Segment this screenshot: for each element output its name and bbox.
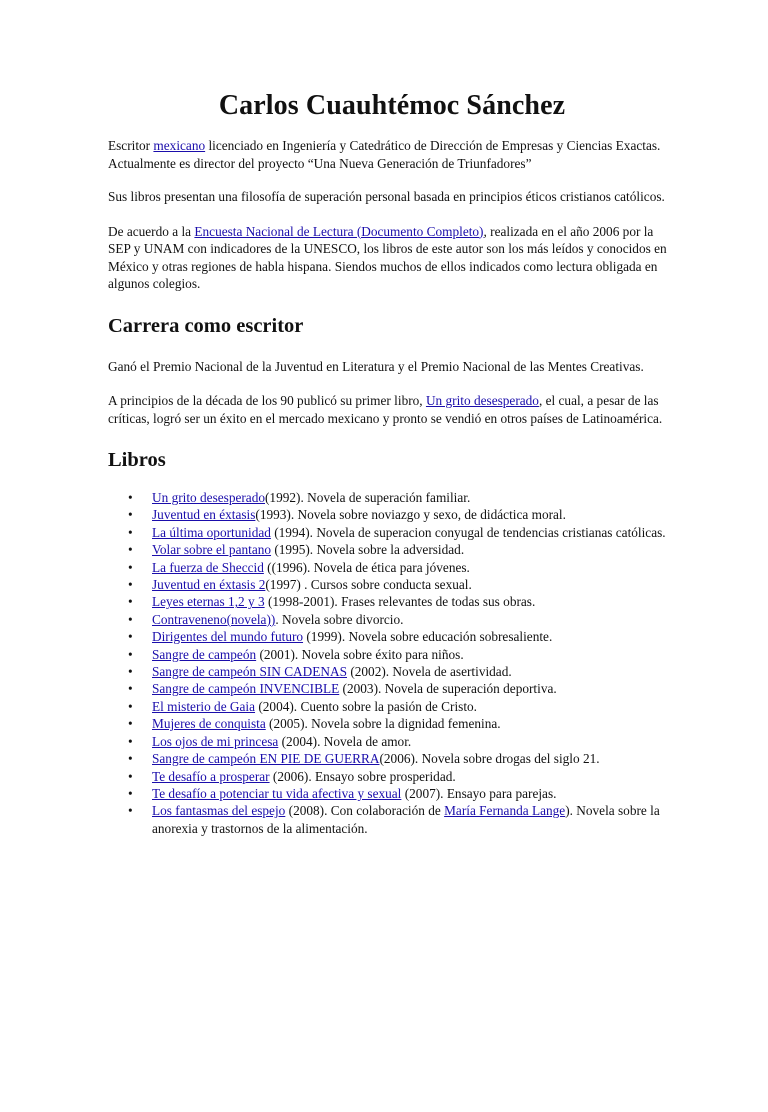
book-description-end: ). Novela sobre la anorexia y trastornos de la alimentación. — [152, 803, 660, 836]
book-description: (2001). Novela sobre éxito para niños. — [256, 646, 464, 662]
book-description: (1995). Novela sobre la adversidad. — [271, 542, 465, 558]
bullet-icon: • — [128, 559, 133, 575]
book-link[interactable]: Volar sobre el pantano — [152, 542, 272, 558]
bullet-icon: • — [128, 716, 133, 732]
list-item — [128, 559, 676, 576]
survey-paragraph — [108, 223, 676, 293]
list-item — [128, 733, 676, 750]
book-description: (1992). Novela de superación familiar. — [265, 490, 471, 505]
list-item — [128, 802, 676, 837]
book-description: ((1996). Novela de ética para jóvenes. — [263, 559, 470, 575]
book-link[interactable]: Dirigentes del mundo futuro — [152, 629, 304, 645]
mexicano-link[interactable]: mexicano — [153, 138, 206, 153]
book-link[interactable]: Juventud en éxtasis — [152, 507, 256, 523]
book-link[interactable]: Juventud en éxtasis 2 — [152, 577, 266, 593]
list-item — [128, 750, 676, 767]
book-link[interactable]: Te desafío a potenciar tu vida afectiva y sexual — [152, 785, 402, 801]
list-item — [128, 576, 676, 593]
list-item — [128, 680, 676, 697]
bullet-icon: • — [128, 542, 133, 558]
first-book-prefix: A principios de la década de los 90 publicó su primer libro, — [108, 393, 426, 408]
bullet-icon: • — [128, 664, 133, 680]
awards-paragraph: Ganó el Premio Nacional de la Juventud en Literatura y el Premio Nacional de las Mentes Creativas. — [108, 358, 644, 374]
book-description: (2004). Cuento sobre la pasión de Cristo. — [255, 698, 477, 714]
list-item — [128, 489, 676, 506]
book-link[interactable]: Los fantasmas del espejo — [152, 803, 286, 819]
bullet-icon: • — [128, 507, 133, 523]
book-link[interactable]: Sangre de campeón INVENCIBLE — [152, 681, 340, 697]
first-book-link[interactable]: Un grito desesperado — [425, 393, 539, 408]
survey-prefix: De acuerdo a la — [108, 223, 195, 239]
list-item — [128, 663, 676, 680]
book-description: (2007). Ensayo para parejas. — [401, 785, 557, 801]
bullet-icon: • — [128, 524, 133, 540]
book-description: (2005). Novela sobre la dignidad femenina. — [265, 716, 501, 732]
books-heading: Libros — [108, 449, 166, 471]
book-description: . Novela sobre divorcio. — [275, 611, 404, 627]
bullet-icon: • — [128, 698, 133, 714]
collaborator-link[interactable]: María Fernanda Lange — [444, 803, 566, 819]
list-item — [128, 524, 676, 541]
intro-prefix: Escritor — [108, 138, 154, 153]
book-description: (2004). Novela de amor. — [278, 733, 412, 749]
book-link[interactable]: Te desafío a prosperar — [152, 768, 270, 784]
intro-suffix: licenciado en Ingeniería y Catedrático de Dirección de Empresas y Ciencias Exactas. Actualmente es director del proyecto “Una Nueva Generación de Triunfadores” — [108, 138, 661, 171]
book-link[interactable]: Mujeres de conquista — [152, 716, 266, 732]
list-item — [128, 646, 676, 663]
survey-link[interactable]: Encuesta Nacional de Lectura (Documento Completo) — [194, 223, 484, 239]
book-description: (1999). Novela sobre educación sobresaliente. — [303, 629, 553, 645]
list-item — [128, 698, 676, 715]
bullet-icon: • — [128, 681, 133, 697]
book-link[interactable]: Contraveneno(novela)) — [152, 611, 276, 627]
bullet-icon: • — [128, 733, 133, 749]
book-link[interactable]: Sangre de campeón EN PIE DE GUERRA — [152, 751, 380, 767]
bullet-icon: • — [128, 803, 133, 819]
book-link[interactable]: Sangre de campeón SIN CADENAS — [152, 664, 347, 680]
book-link[interactable]: Un grito desesperado — [152, 490, 265, 505]
list-item — [128, 506, 676, 523]
bullet-icon: • — [128, 629, 133, 645]
book-description: (2002). Novela de asertividad. — [347, 664, 512, 680]
book-description: (1993). Novela sobre noviazgo y sexo, de didáctica moral. — [255, 507, 566, 523]
book-description: (1998-2001). Frases relevantes de todas sus obras. — [264, 594, 536, 610]
book-description: (1994). Novela de superacion conyugal de tendencias cristianas católicas. — [270, 524, 666, 540]
bullet-icon: • — [128, 594, 133, 610]
bullet-icon: • — [128, 646, 133, 662]
list-item — [128, 593, 676, 610]
book-link[interactable]: La fuerza de Sheccid — [152, 559, 264, 575]
book-description: (2006). Novela sobre drogas del siglo 21. — [379, 751, 600, 767]
list-item — [128, 715, 676, 732]
book-description: (2006). Ensayo sobre prosperidad. — [269, 768, 456, 784]
book-link[interactable]: Sangre de campeón — [152, 646, 257, 662]
bullet-icon: • — [128, 577, 133, 593]
book-link[interactable]: La última oportunidad — [152, 524, 271, 540]
bullet-icon: • — [128, 490, 133, 505]
first-book-suffix: , el cual, a pesar de las críticas, logró ser un éxito en el mercado mexicano y pronto se vendió en otros países de Latinoamérica. — [108, 393, 663, 426]
book-description: (2003). Novela de superación deportiva. — [339, 681, 557, 697]
book-description: (1997) . Cursos sobre conducta sexual. — [265, 577, 472, 593]
book-description: (2008). Con colaboración de — [285, 803, 445, 819]
book-link[interactable]: Los ojos de mi princesa — [152, 733, 279, 749]
book-link[interactable]: Leyes eternas 1,2 y 3 — [152, 594, 265, 610]
career-heading: Carrera como escritor — [108, 314, 304, 337]
book-link[interactable]: El misterio de Gaia — [152, 698, 256, 714]
document-page — [0, 88, 768, 1112]
philosophy-paragraph: Sus libros presentan una filosofía de superación personal basada en principios éticos cristianos católicos. — [108, 189, 665, 204]
intro-paragraph — [108, 137, 676, 172]
page-title: Carlos Cuauhtémoc Sánchez — [218, 90, 566, 121]
first-book-paragraph — [108, 392, 676, 427]
bullet-icon: • — [128, 751, 133, 767]
survey-suffix: , realizada en el año 2006 por la SEP y UNAM con indicadores de la UNESCO, los libros de este autor son los más leídos y conocidos en México y otras regiones de habla hispana. Siendos muchos de ellos indicados como lectura obligada en algunos colegios. — [108, 223, 667, 291]
list-item — [128, 768, 676, 785]
bullet-icon: • — [128, 785, 133, 801]
bullet-icon: • — [128, 611, 133, 627]
list-item — [128, 785, 676, 802]
list-item — [128, 541, 676, 558]
bullet-icon: • — [128, 768, 133, 784]
books-list — [108, 489, 676, 837]
list-item — [128, 611, 676, 628]
list-item — [128, 628, 676, 645]
